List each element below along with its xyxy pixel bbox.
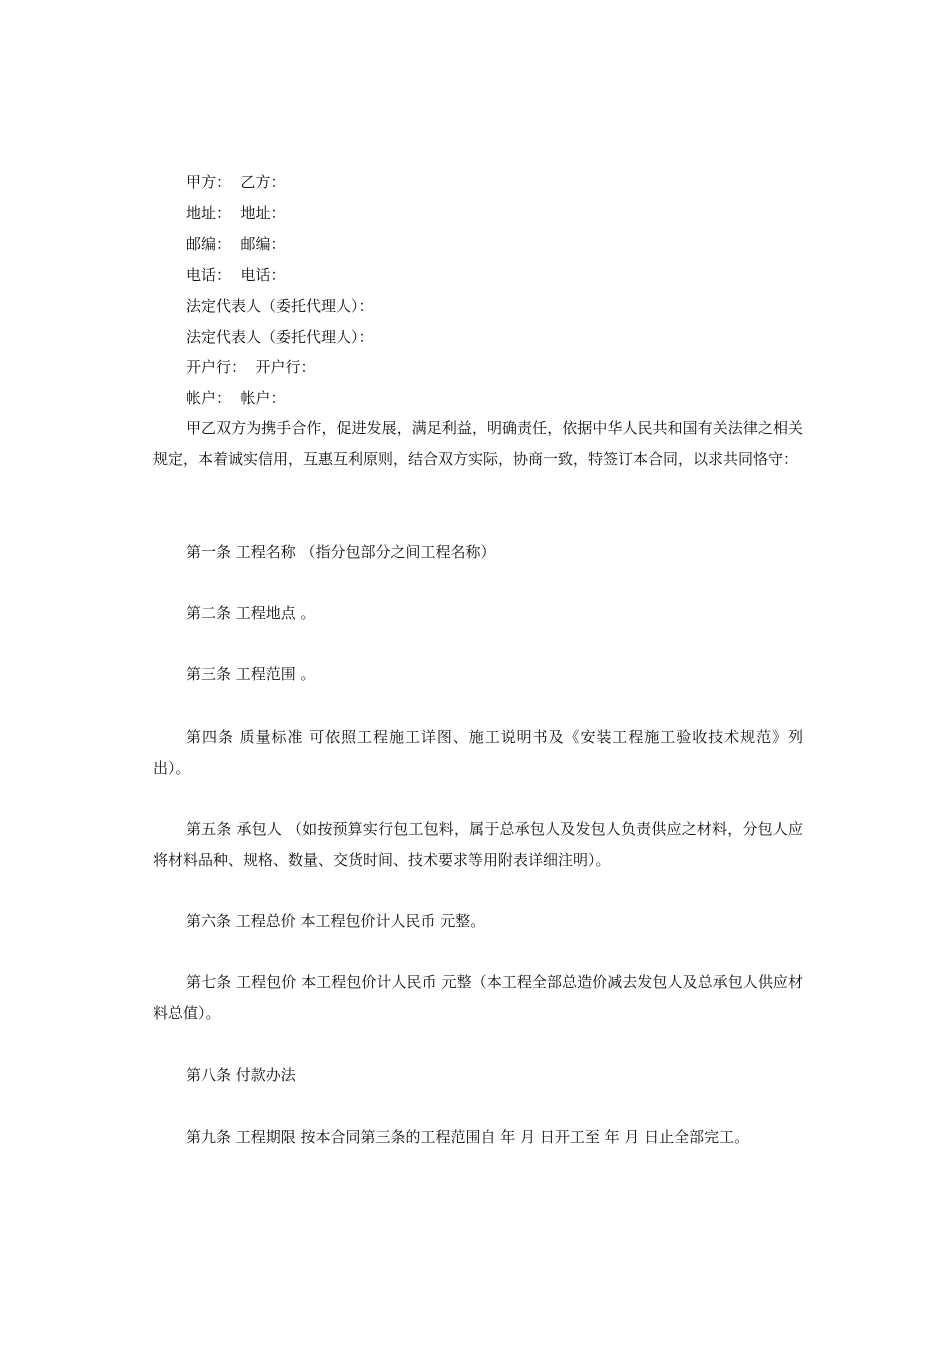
legal-rep-line-a: 法定代表人（委托代理人）： <box>186 297 374 315</box>
article-1: 第一条 工程名称 （指分包部分之间工程名称） <box>186 543 496 561</box>
phone-line: 电话： 电话： <box>186 266 286 284</box>
legal-rep-line-b: 法定代表人（委托代理人）： <box>186 328 374 346</box>
article-4: 第四条 质量标准 可依照工程施工详图、施工说明书及《安装工程施工验收技术规范》列出）。 <box>153 728 803 777</box>
article-5: 第五条 承包人 （如按预算实行包工包料，属于总承包人及发包人负责供应之材料，分包人应将材料品种、规格、数量、交货时间、技术要求等用附表详细注明）。 <box>153 820 803 869</box>
article-8: 第八条 付款办法 <box>186 1066 296 1084</box>
article-9: 第九条 工程期限 按本合同第三条的工程范围自 年 月 日开工至 年 月 日止全部完工。 <box>186 1128 750 1146</box>
article-6: 第六条 工程总价 本工程包价计人民币 元整。 <box>186 912 486 930</box>
postcode-line: 邮编： 邮编： <box>186 235 286 253</box>
article-2: 第二条 工程地点 。 <box>186 604 316 622</box>
account-line: 帐户： 帐户： <box>186 389 286 407</box>
address-line: 地址： 地址： <box>186 204 286 222</box>
article-7: 第七条 工程包价 本工程包价计人民币 元整（本工程全部总造价减去发包人及总承包人供应材料总值）。 <box>153 973 803 1022</box>
article-3: 第三条 工程范围 。 <box>186 665 316 683</box>
party-name-line: 甲方： 乙方： <box>186 173 286 191</box>
bank-line: 开户行： 开户行： <box>186 358 316 376</box>
preamble-paragraph: 甲乙双方为携手合作，促进发展，满足利益，明确责任，依据中华人民共和国有关法律之相关规定，本着诚实信用，互惠互利原则，结合双方实际，协商一致，特签订本合同，以求共同恪守： <box>153 419 803 468</box>
